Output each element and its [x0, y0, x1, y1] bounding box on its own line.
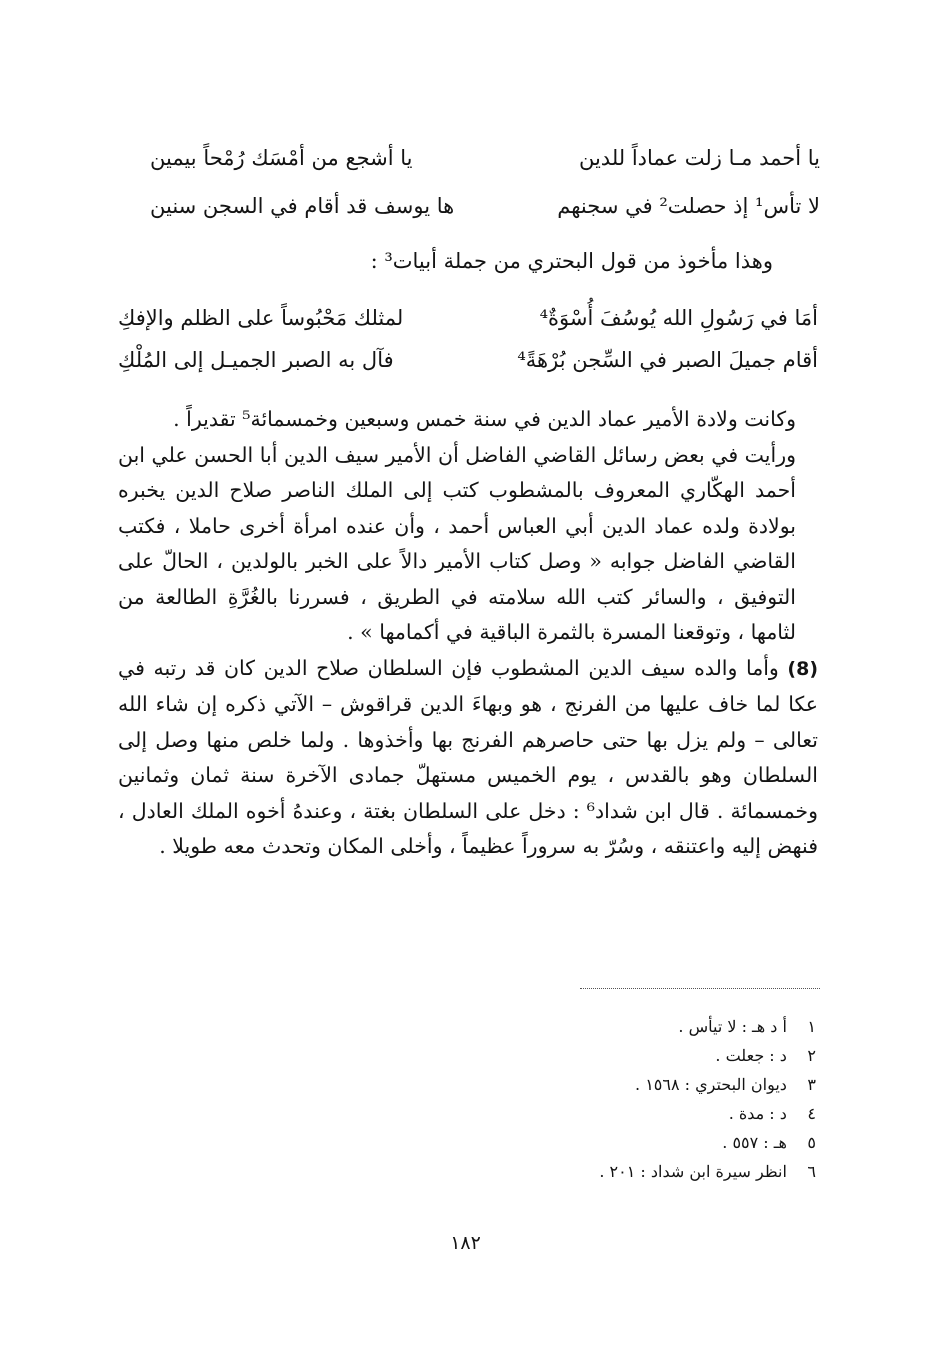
intro-line: وهذا مأخوذ من قول البحتري من جملة أبيات³ : — [370, 249, 773, 273]
footnote-number: ٤ — [807, 1104, 816, 1123]
footnote-number: ٣ — [807, 1075, 816, 1094]
poem-couplet-1b — [100, 188, 820, 224]
footnote-text: د : مدة . — [728, 1104, 787, 1123]
footnote-item — [416, 1012, 816, 1041]
poem-hemistich: فآل به الصبر الجميـل إلى المُلْكِ — [118, 348, 394, 372]
father-paragraph — [118, 651, 818, 865]
poem-hemistich: ها يوسف قد أقام في السجن سنين — [150, 194, 455, 218]
footnote-text: ديوان البحتري : ١٥٦٨ . — [635, 1075, 787, 1094]
footnote-item — [416, 1041, 816, 1070]
footnote-number: ١ — [807, 1017, 816, 1036]
footnote-number: ٦ — [807, 1162, 816, 1181]
footnote-item — [416, 1099, 816, 1128]
poem-hemistich: يا أشجع من أمْسَك رُمْحاً بيمين — [150, 146, 413, 170]
footnote-text: انظر سيرة ابن شداد : ٢٠١ . — [599, 1162, 787, 1181]
poem-couplet-1 — [100, 140, 820, 176]
letter-paragraph: ورأيت في بعض رسائل القاضي الفاضل أن الأمير سيف الدين أبا الحسن علي ابن أحمد الهكّاري المعروف بالمشطوب كتب إلى الملك الناصر صلاح الدين يخبره بولادة ولده عماد الدين أبي العباس أحمد ، وأن عنده امرأة أخرى حاملا ، فكتب القاضي الفاضل جوابه « وصل كتاب الأمير دالاً على الخبر بالولدين ، الحالّ على التوفيق ، والسائر كتب الله سلامته في الطريق ، فسررنا بالغُرَّةِ الطالعة من لثامها ، وتوقعنا المسرة بالثمرة الباقية في أكمامها » . — [118, 442, 796, 644]
footnote-divider — [580, 988, 820, 989]
poem-hemistich: أمَا في رَسُولِ الله يُوسُفَ أُسْوَةٌ⁴ — [539, 306, 818, 330]
footnotes — [416, 1012, 816, 1186]
footnote-text: أ د هـ : لا تيأس . — [678, 1017, 787, 1036]
father-paragraph-text: وأما والده سيف الدين المشطوب فإن السلطان صلاح الدين كان قد رتبه في عكا لما خاف عليها من الفرنج ، هو وبهاءَ الدين قراقوش – الآتي ذكره إن شاء الله تعالى – ولم يزل بها حتى حاصرهم الفرنج بها وأخذوها . ولما خلص منها وصل إلى السلطان وهو بالقدس ، يوم الخميس مستهلّ جمادى الآخرة سنة ثمان وثمانين وخمسمائة . قال ابن شداد⁶ : دخل على السلطان بغتة ، وعندهُ أخوه الملك العادل ، فنهض إليه واعتنقه ، وسُرّ به سروراً عظيماً ، وأخلى المكان وتحدث معه طويلا . — [118, 655, 819, 858]
footnote-text: د : جعلت . — [715, 1046, 787, 1065]
poem-hemistich: لمثلك مَحْبُوساً على الظلم والإفكِ — [118, 306, 404, 330]
poem-hemistich: لا تأس¹ إذ حصلت² في سجنهم — [557, 194, 820, 218]
footnote-number: ٢ — [807, 1046, 816, 1065]
poem-hemistich: يا أحمد مـا زلت عماداً للدين — [578, 146, 820, 170]
footnote-item — [416, 1070, 816, 1099]
footnote-item — [416, 1157, 816, 1186]
page-number: ١٨٢ — [450, 1232, 481, 1254]
footnote-item — [416, 1128, 816, 1157]
footnote-text: هـ : ٥٥٧ . — [722, 1133, 787, 1152]
poem-couplet-2b — [118, 342, 818, 378]
footnote-number: ٥ — [807, 1133, 816, 1152]
section-number: (8) — [787, 657, 818, 680]
birth-paragraph: وكانت ولادة الأمير عماد الدين في سنة خمس وسبعين وخمسمائة⁵ تقديراً . — [173, 407, 796, 431]
poem-couplet-2 — [118, 300, 818, 336]
body-text — [118, 402, 818, 865]
poem-hemistich: أقام جميلَ الصبر في السِّجن بُرْهَةً⁴ — [517, 348, 818, 372]
